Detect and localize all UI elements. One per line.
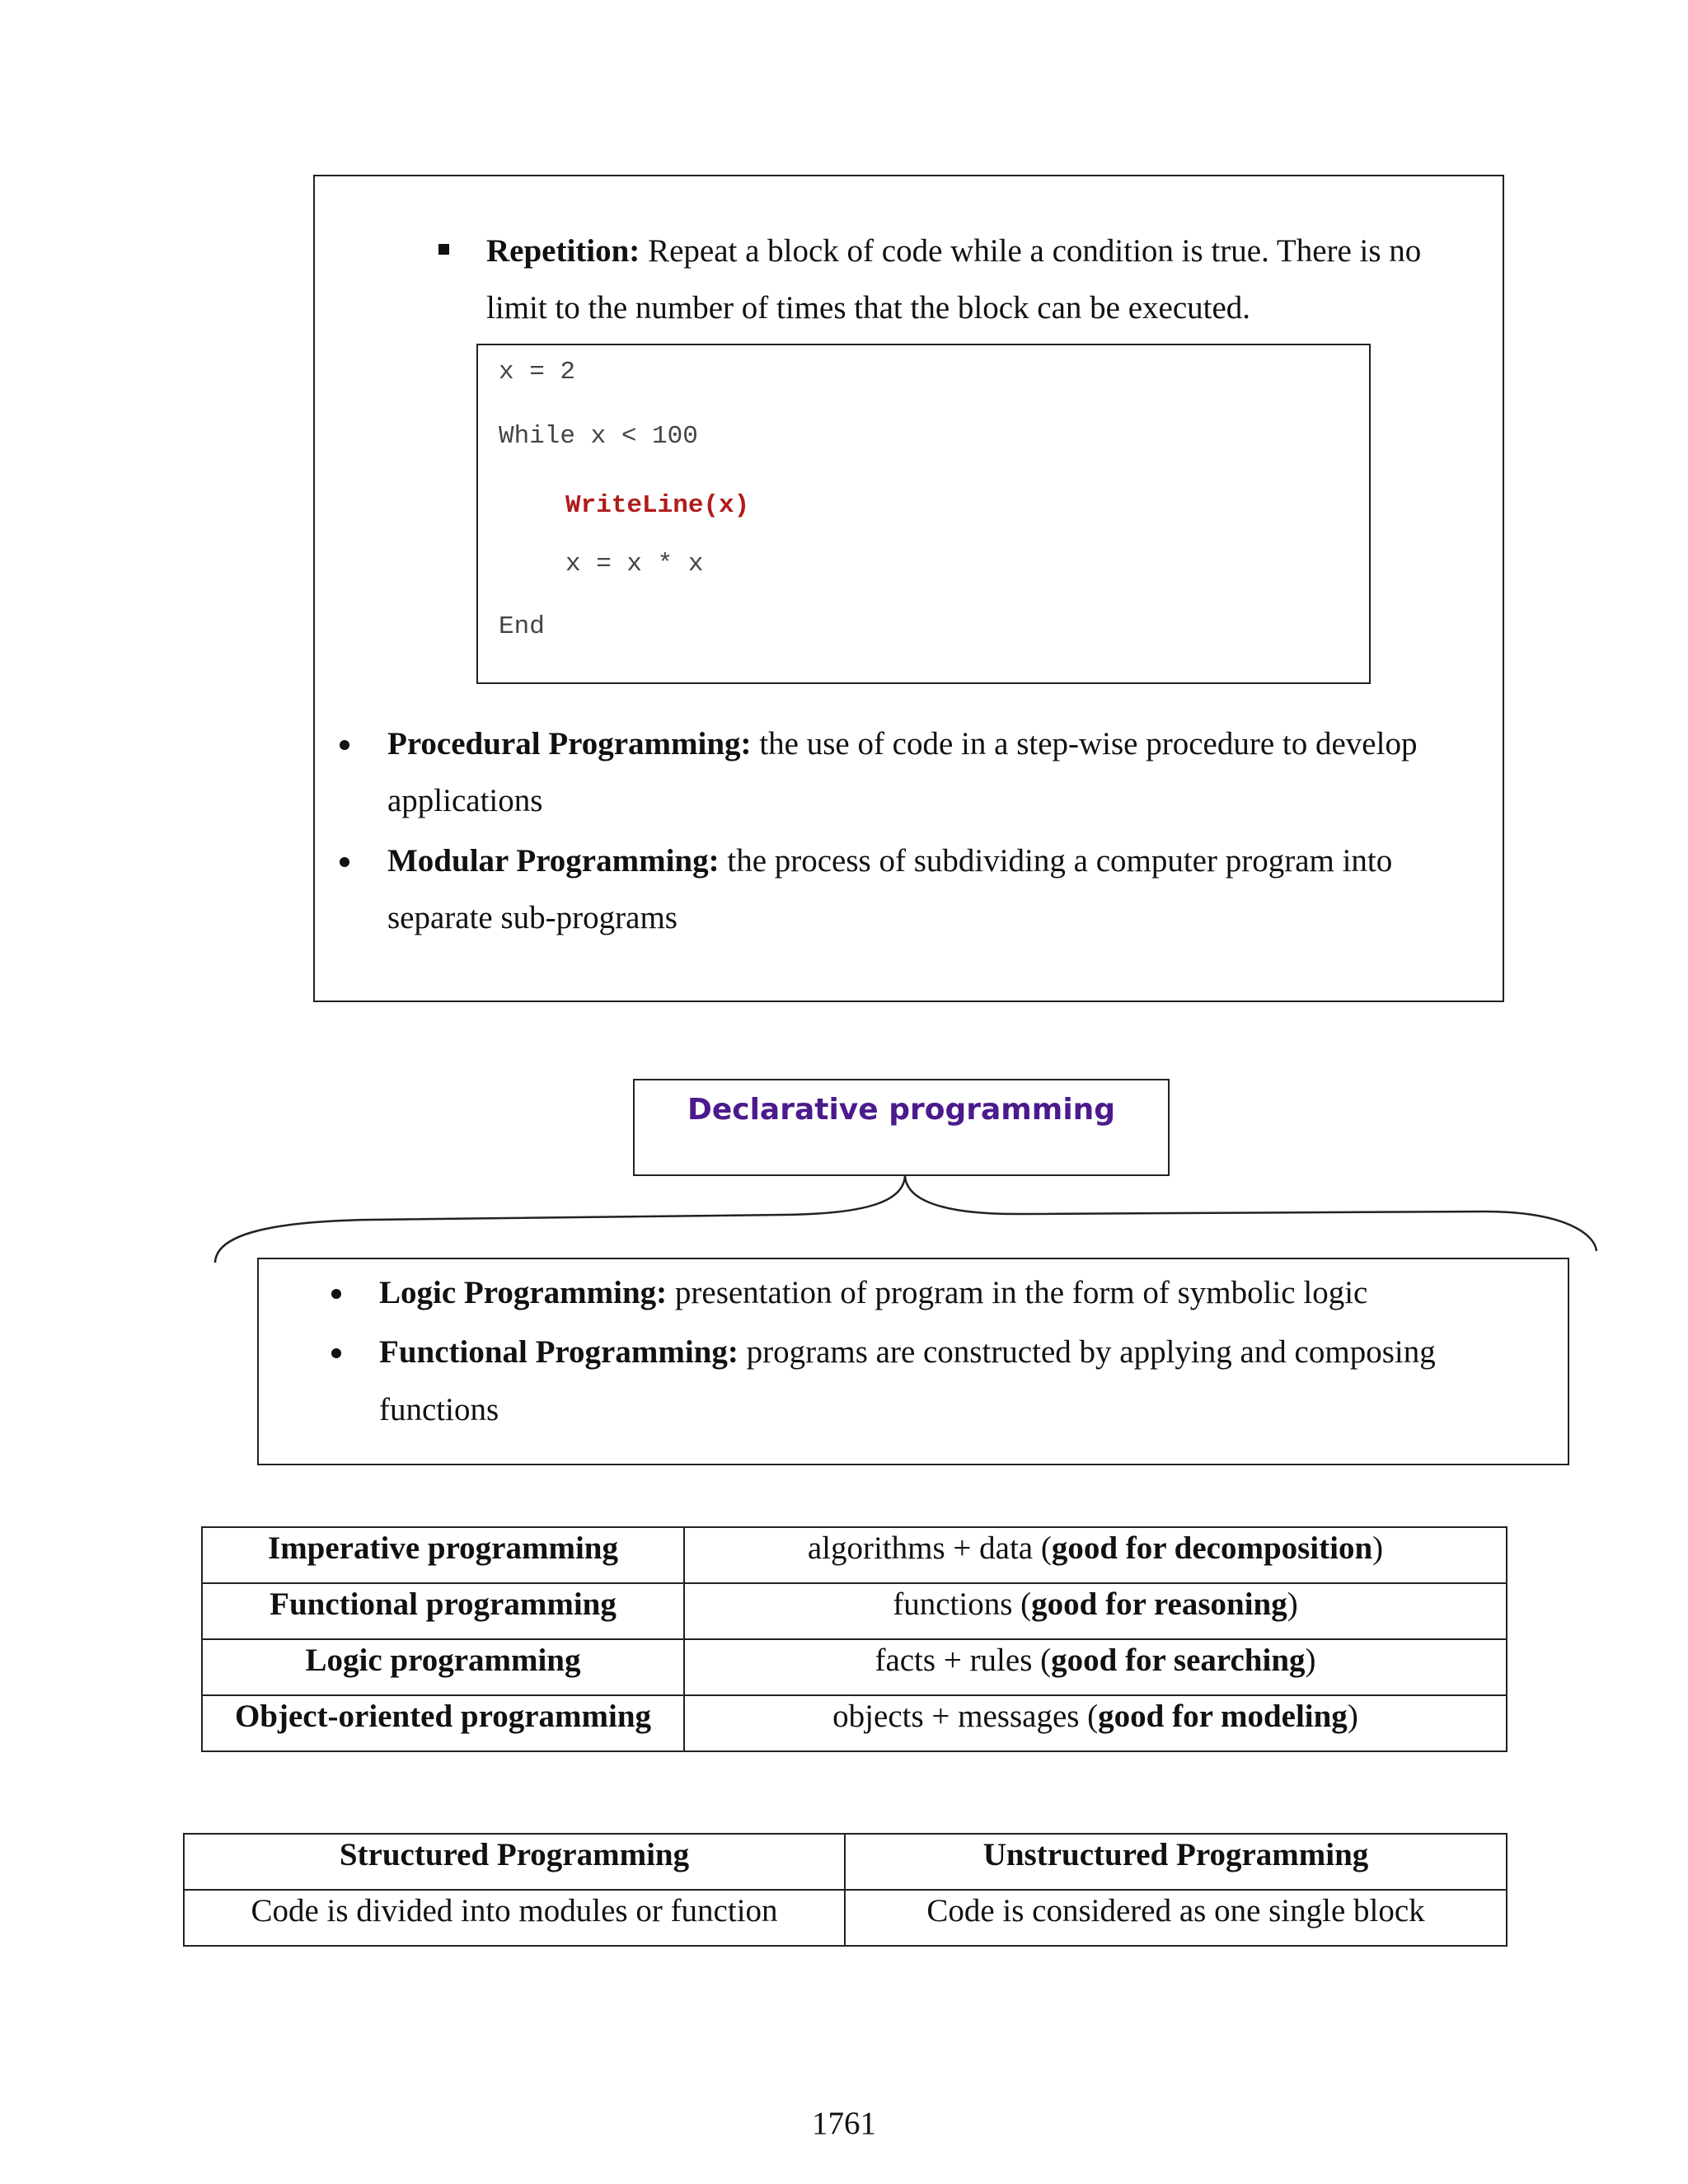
page-number: 1761: [812, 2106, 876, 2141]
logic-term: Logic Programming:: [379, 1275, 668, 1310]
table-row: [184, 1834, 1507, 1890]
paradigm-desc: [684, 1527, 1507, 1583]
bullet-icon: [331, 1348, 341, 1358]
unstructured-cell: Code is considered as one single block: [845, 1890, 1507, 1946]
modular-text: the process of subdividing a computer program into: [719, 843, 1393, 879]
structured-table: [183, 1833, 1507, 1947]
declarative-title: Declarative programming: [687, 1093, 1116, 1127]
code-line-4: x = x * x: [565, 550, 704, 579]
table-row: [184, 1890, 1507, 1946]
code-line-1: x = 2: [499, 358, 576, 387]
paradigm-name: Functional programming: [202, 1583, 684, 1639]
repetition-text: Repeat a block of code while a condition is true. There is no: [640, 233, 1422, 269]
desc-end: ): [1287, 1586, 1298, 1622]
logic-text: presentation of program in the form of symbolic logic: [667, 1275, 1368, 1310]
bullet-icon: [331, 1289, 341, 1299]
desc-end: ): [1347, 1699, 1358, 1734]
repetition-term: Repetition:: [486, 233, 640, 269]
paradigm-name: Object-oriented programming: [202, 1695, 684, 1751]
repetition-line2: limit to the number of times that the block can be executed.: [486, 290, 1251, 326]
desc-bold: good for searching: [1051, 1643, 1306, 1678]
desc-text: functions (: [893, 1586, 1032, 1622]
structured-header: Structured Programming: [184, 1834, 845, 1890]
functional-text: programs are constructed by applying and composing: [738, 1334, 1436, 1370]
modular-line2: separate sub-programs: [387, 900, 678, 935]
paradigm-desc: [684, 1639, 1507, 1695]
desc-bold: good for modeling: [1098, 1699, 1348, 1734]
procedural-term: Procedural Programming:: [387, 726, 752, 762]
procedural-line2: applications: [387, 783, 543, 818]
functional-term: Functional Programming:: [379, 1334, 738, 1370]
desc-end: ): [1372, 1530, 1384, 1566]
desc-text: objects + messages (: [832, 1699, 1099, 1734]
desc-bold: good for decomposition: [1051, 1530, 1373, 1566]
paradigm-name: Logic programming: [202, 1639, 684, 1695]
code-line-2: While x < 100: [499, 422, 698, 451]
desc-bold: good for reasoning: [1031, 1586, 1287, 1622]
structured-cell: Code is divided into modules or function: [184, 1890, 845, 1946]
code-line-5: End: [499, 612, 545, 641]
procedural-text: the use of code in a step-wise procedure to develop: [751, 726, 1418, 762]
desc-end: ): [1305, 1643, 1316, 1678]
modular-term: Modular Programming:: [387, 843, 720, 879]
table-row: [202, 1583, 1507, 1639]
table-row: [202, 1639, 1507, 1695]
desc-text: facts + rules (: [874, 1643, 1052, 1678]
table-row: [202, 1695, 1507, 1751]
paradigm-desc: [684, 1583, 1507, 1639]
table-row: [202, 1527, 1507, 1583]
unstructured-header: Unstructured Programming: [845, 1834, 1507, 1890]
paradigm-desc: [684, 1695, 1507, 1751]
code-line-3: WriteLine(x): [565, 491, 750, 520]
logic-line: [379, 1264, 1550, 1321]
desc-text: algorithms + data (: [807, 1530, 1052, 1566]
functional-line1: [379, 1324, 1550, 1380]
functional-line2: functions: [379, 1392, 499, 1427]
paradigm-name: Imperative programming: [202, 1527, 684, 1583]
paradigm-table: [201, 1526, 1507, 1752]
